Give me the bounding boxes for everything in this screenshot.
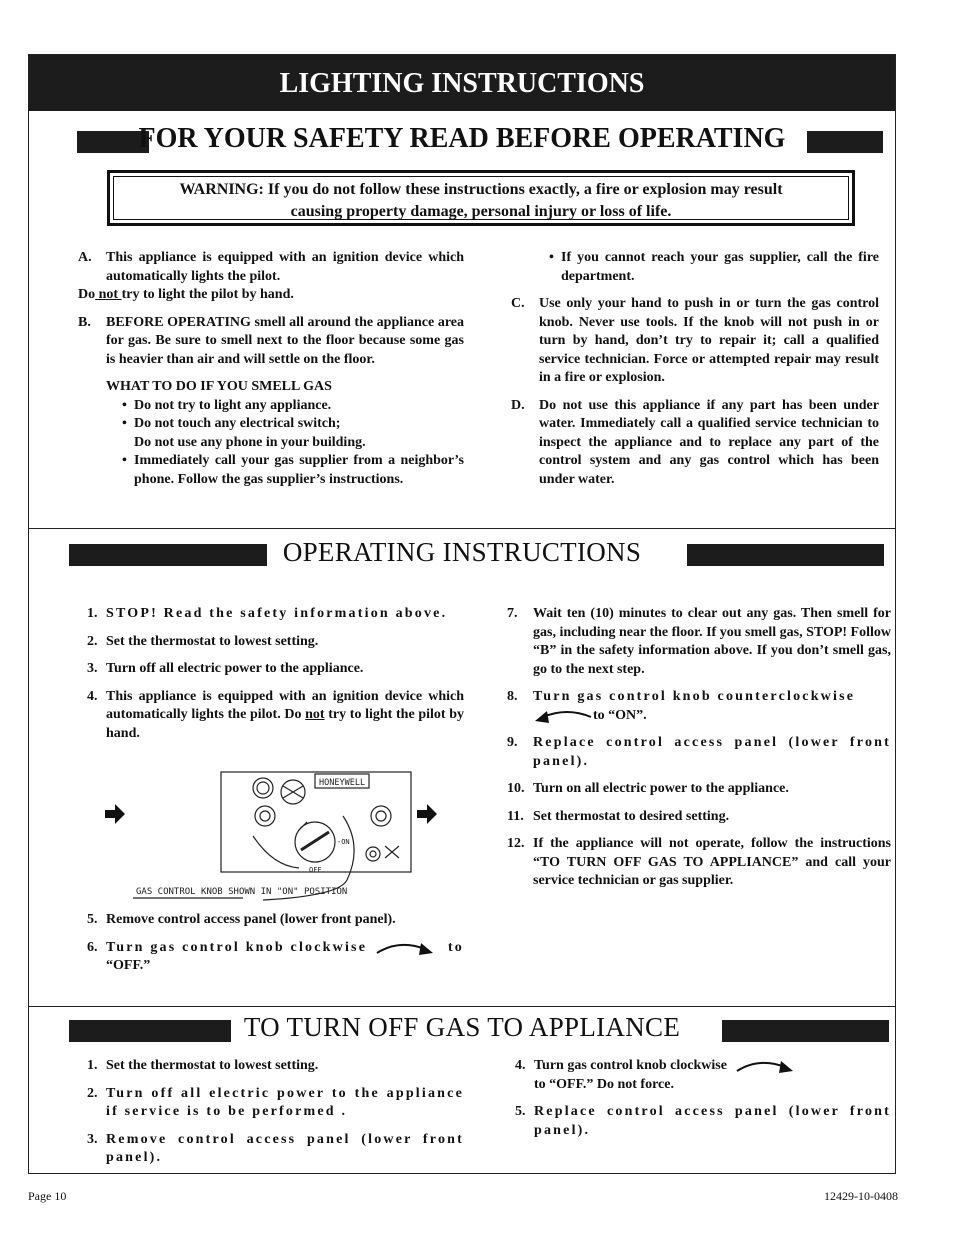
safety-item-d — [511, 397, 879, 490]
op-step-1: 1. STOP! Read the safety information above. — [87, 606, 448, 621]
item-c-label: C. — [511, 296, 525, 311]
smell-bullet-2: • Do not touch any electrical switch; Do not use any phone in your building. — [122, 416, 366, 450]
diagram-off-label: OFF — [309, 866, 322, 874]
smell-bullet-3: • Immediately call your gas supplier from a neighbor’s phone. Follow the gas supplier’s instructions. — [122, 453, 464, 487]
turnoff-title: TO TURN OFF GAS TO APPLIANCE — [243, 1012, 681, 1042]
op-step-6: 6. Turn gas control knob clockwise to “OFF.” — [87, 939, 464, 973]
do-not-light-pilot: Do not try to light the pilot by hand. — [78, 287, 294, 302]
off-step-2: 2. Turn off all electric power to the appliance if service is to be performed . — [87, 1085, 464, 1119]
op-step-9: 9. Replace control access panel (lower front panel). — [507, 735, 891, 769]
off-step-5: 5. Replace control access panel (lower front panel). — [515, 1104, 891, 1138]
op-step-10: 10. Turn on all electric power to the appliance. — [507, 781, 789, 796]
clockwise-arrow-icon — [375, 939, 435, 957]
arrow-right-icon — [417, 804, 437, 824]
op-step-8: 8. Turn gas control knob counterclockwise to “ON”. — [507, 688, 891, 725]
warning-box — [107, 170, 855, 226]
op-step-5: 5. Remove control access panel (lower front panel). — [87, 912, 396, 927]
instructions-frame — [28, 54, 896, 1174]
item-b-text: BEFORE OPERATING smell all around the appliance area for gas. Be sure to smell next to the floor because some gas is heavier than air and will settle on the floor. — [106, 314, 464, 367]
safety-title: FOR YOUR SAFETY READ BEFORE OPERATING — [138, 123, 786, 154]
operating-left-column — [87, 605, 464, 743]
valve-port-right — [371, 806, 391, 826]
item-a-text: This appliance is equipped with an ignition device which automatically lights the pilot. — [106, 250, 464, 284]
op-step-2: 2. Set the thermostat to lowest setting. — [87, 633, 319, 649]
diagram-brand: HONEYWELL — [319, 778, 366, 788]
item-a-label: A. — [78, 250, 92, 265]
valve-port-top-left — [253, 778, 273, 798]
op-step-12: 12. If the appliance will not operate, follow the instructions “TO TURN OFF GAS TO APPLIANCE” and call your service technician or gas supplier. — [507, 836, 891, 888]
turnoff-right-column — [515, 1057, 891, 1140]
item-d-text: Do not use this appliance if any part has been under water. Immediately call a qualified service technician to inspect the appliance and to replace any part of the control system and any gas control which has been under water. — [539, 397, 879, 487]
lighting-instructions-header — [29, 55, 895, 111]
smell-gas-heading: WHAT TO DO IF YOU SMELL GAS — [106, 379, 332, 394]
safety-item-a — [78, 249, 464, 286]
operating-right-column — [507, 605, 891, 891]
item-b-label: B. — [78, 314, 91, 330]
page-number: Page 10 — [28, 1189, 67, 1203]
op-step-3: 3. Turn off all electric power to the appliance. — [87, 661, 364, 676]
item-c-text: Use only your hand to push in or turn the gas control knob. Never use tools. If the knob will not push in or turn by hand, don’t try to repair it; call a qualified service technician. Force or attempted repair may result in a fire or explosion. — [539, 296, 879, 385]
item-d-label: D. — [511, 397, 525, 413]
safety-item-b — [78, 314, 464, 370]
gas-control-valve-diagram — [103, 766, 443, 901]
valve-port-left — [255, 806, 275, 826]
warning-line-2: causing property damage, personal injury or loss of life. — [290, 203, 672, 220]
safety-left-column — [78, 249, 464, 489]
document-number: 12429-10-0408 — [824, 1189, 898, 1203]
diagram-caption: GAS CONTROL KNOB SHOWN IN "ON" POSITION — [136, 887, 348, 897]
op-step-11: 11. Set thermostat to desired setting. — [507, 808, 730, 824]
smell-bullet-4: • If you cannot reach your gas supplier, call the fire department. — [549, 250, 879, 284]
off-step-3: 3. Remove control access panel (lower front panel). — [87, 1131, 464, 1165]
off-step-1: 1. Set the thermostat to lowest setting. — [87, 1058, 319, 1073]
section-divider-operating — [29, 528, 895, 529]
operating-left-lower — [87, 911, 464, 976]
op-step-4: 4. This appliance is equipped with an ignition device which automatically lights the pilot. Do not try to light the pilot by hand. — [87, 688, 464, 741]
clockwise-arrow-icon — [735, 1057, 795, 1075]
op-step-7: 7. Wait ten (10) minutes to clear out any gas. Then smell for gas, including near the floor. If you smell gas, STOP! Follow “B” in the safety information above. If you don’t smell gas, go to the next step. — [507, 606, 891, 677]
safety-right-column — [511, 249, 879, 489]
arrow-left-icon — [105, 804, 125, 824]
diagram-on-label: -ON — [337, 838, 350, 846]
smell-bullet-1: • Do not try to light any appliance. — [122, 397, 332, 413]
section-divider-turnoff — [29, 1006, 895, 1007]
valve-pilot-port — [366, 847, 380, 861]
counterclockwise-arrow-icon — [533, 707, 593, 725]
safety-item-c — [511, 295, 879, 388]
turnoff-left-column — [87, 1057, 464, 1168]
off-step-4: 4. Turn gas control knob clockwise to “OFF.” Do not force. — [515, 1057, 891, 1094]
header-title: LIGHTING INSTRUCTIONS — [279, 68, 645, 99]
warning-line-1: WARNING: If you do not follow these instructions exactly, a fire or explosion may result — [179, 181, 783, 198]
operating-title: OPERATING INSTRUCTIONS — [282, 537, 642, 567]
